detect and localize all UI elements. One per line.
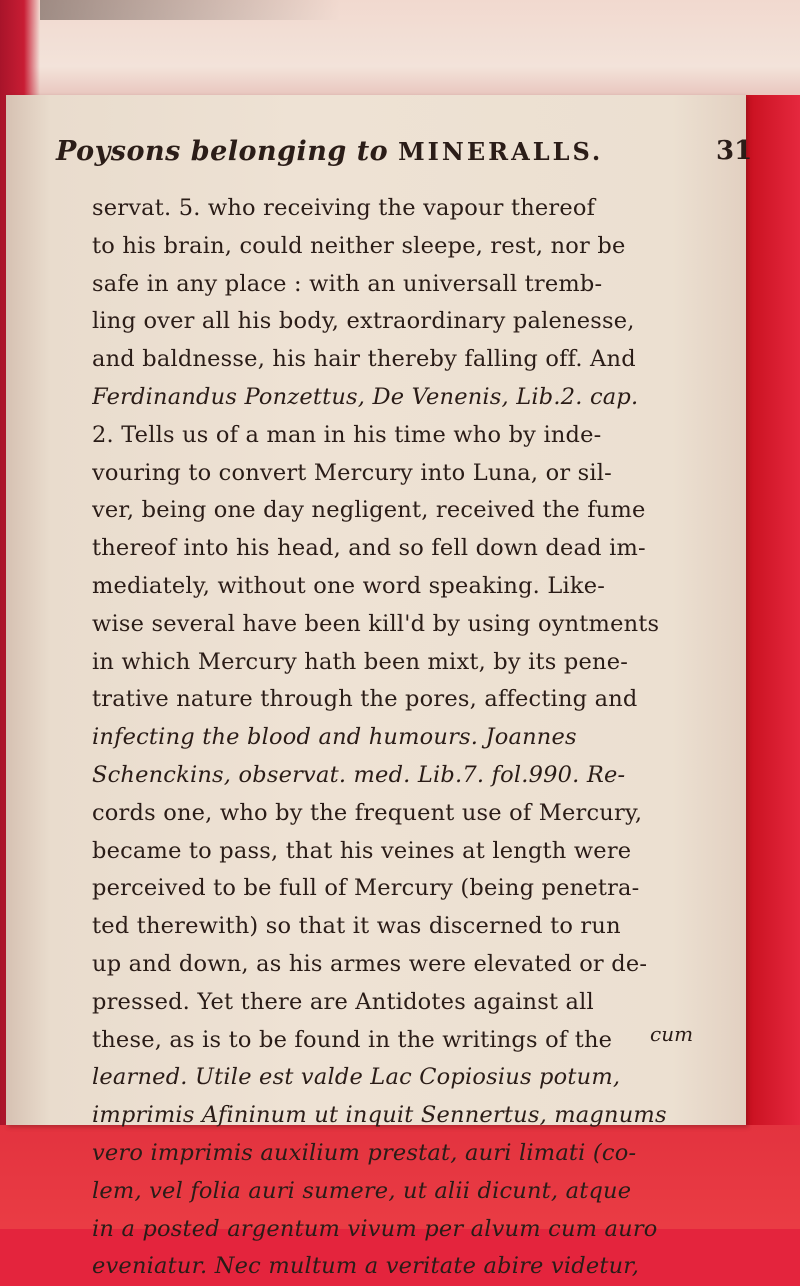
text-line: trative nature through the pores, affecting and <box>92 686 638 713</box>
text-line: perceived to be full of Mercury (being penetra- <box>92 875 640 902</box>
catchword: cum <box>650 1022 694 1046</box>
text-line: learned. Utile est valde Lac Copiosius potum, <box>92 1064 621 1091</box>
text-line: wise several have been kill'd by using oyntments <box>92 610 660 637</box>
text-line: infecting the blood and humours. Joannes <box>92 724 577 751</box>
running-head-prefix: Poysons belonging to <box>56 136 389 167</box>
text-line: mediately, without one word speaking. Like- <box>92 572 606 599</box>
top-background <box>0 0 800 95</box>
text-line: in a posted argentum vivum per alvum cum auro <box>92 1215 658 1242</box>
text-line: to his brain, could neither sleepe, rest, nor be <box>92 232 626 259</box>
text-line: became to pass, that his veines at length were <box>92 837 632 864</box>
text-line: ling over all his body, extraordinary palenesse, <box>92 308 635 335</box>
body-text <box>92 190 732 1286</box>
text-line: up and down, as his armes were elevated or de- <box>92 950 648 977</box>
text-line: imprimis Afininum ut inquit Sennertus, magnums <box>92 1102 667 1129</box>
text-line: servat. 5. who receiving the vapour thereof <box>92 195 596 221</box>
running-head <box>56 136 603 167</box>
text-line: Ferdinandus Ponzettus, De Venenis, Lib.2. cap. <box>92 383 639 410</box>
text-line: safe in any place : with an universall tremb- <box>92 270 603 297</box>
text-line: ted therewith) so that it was discerned to run <box>92 913 621 940</box>
text-line: vero imprimis auxilium prestat, auri limati (co- <box>92 1139 637 1166</box>
text-line: and baldnesse, his hair thereby falling off. And <box>92 346 636 373</box>
text-line: Schenckins, observat. med. Lib.7. fol.990. Re- <box>92 761 626 788</box>
cover-edge-right <box>746 95 800 1125</box>
text-line: thereof into his head, and so fell down dead im- <box>92 535 646 562</box>
running-head-caps: MINERALLS. <box>398 137 604 166</box>
text-line: lem, vel folia auri sumere, ut alii dicunt, atque <box>92 1177 632 1204</box>
text-line: cords one, who by the frequent use of Mercury, <box>92 799 643 826</box>
text-line: in which Mercury hath been mixt, by its pene- <box>92 648 629 675</box>
text-line: pressed. Yet there are Antidotes against all <box>92 988 594 1015</box>
page-header <box>56 136 753 180</box>
page-number: 31 <box>716 136 753 166</box>
text-line: eveniatur. Nec multum a veritate abire videtur, <box>92 1253 640 1280</box>
text-line: these, as is to be found in the writings of the <box>92 1026 613 1053</box>
text-line: 2. Tells us of a man in his time who by inde- <box>92 421 602 448</box>
text-line: ver, being one day negligent, received the fume <box>92 497 646 524</box>
text-line: vouring to convert Mercury into Luna, or sil- <box>92 459 612 486</box>
